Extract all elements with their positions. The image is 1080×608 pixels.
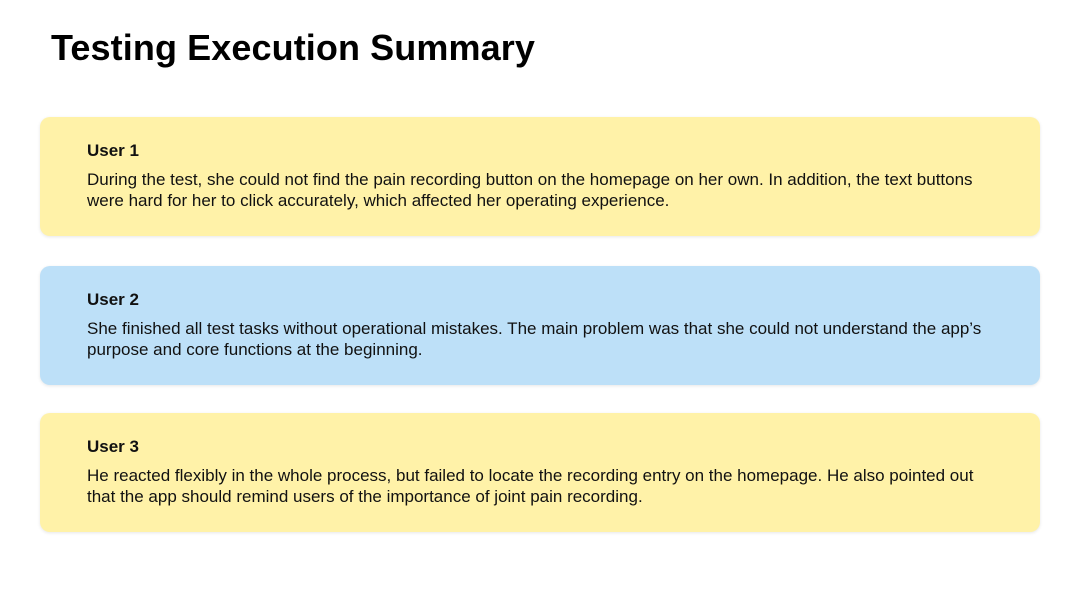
page-title: Testing Execution Summary — [51, 27, 535, 68]
user-1-summary: During the test, she could not find the pain recording button on the homepage on her own. In addition, the text buttons were hard for her to click accurately, which affected her operating experience. — [87, 170, 973, 210]
user-2-card — [40, 266, 1040, 385]
user-1-title: User 1 — [87, 141, 139, 160]
user-3-card — [40, 413, 1040, 532]
user-2-summary: She finished all test tasks without operational mistakes. The main problem was that she could not understand the app’s purpose and core functions at the beginning. — [87, 319, 982, 359]
user-2-title: User 2 — [87, 290, 139, 309]
user-3-summary: He reacted flexibly in the whole process, but failed to locate the recording entry on the homepage. He also pointed out that the app should remind users of the importance of joint pain recording. — [87, 466, 974, 506]
user-1-card — [40, 117, 1040, 236]
user-3-title: User 3 — [87, 437, 139, 456]
